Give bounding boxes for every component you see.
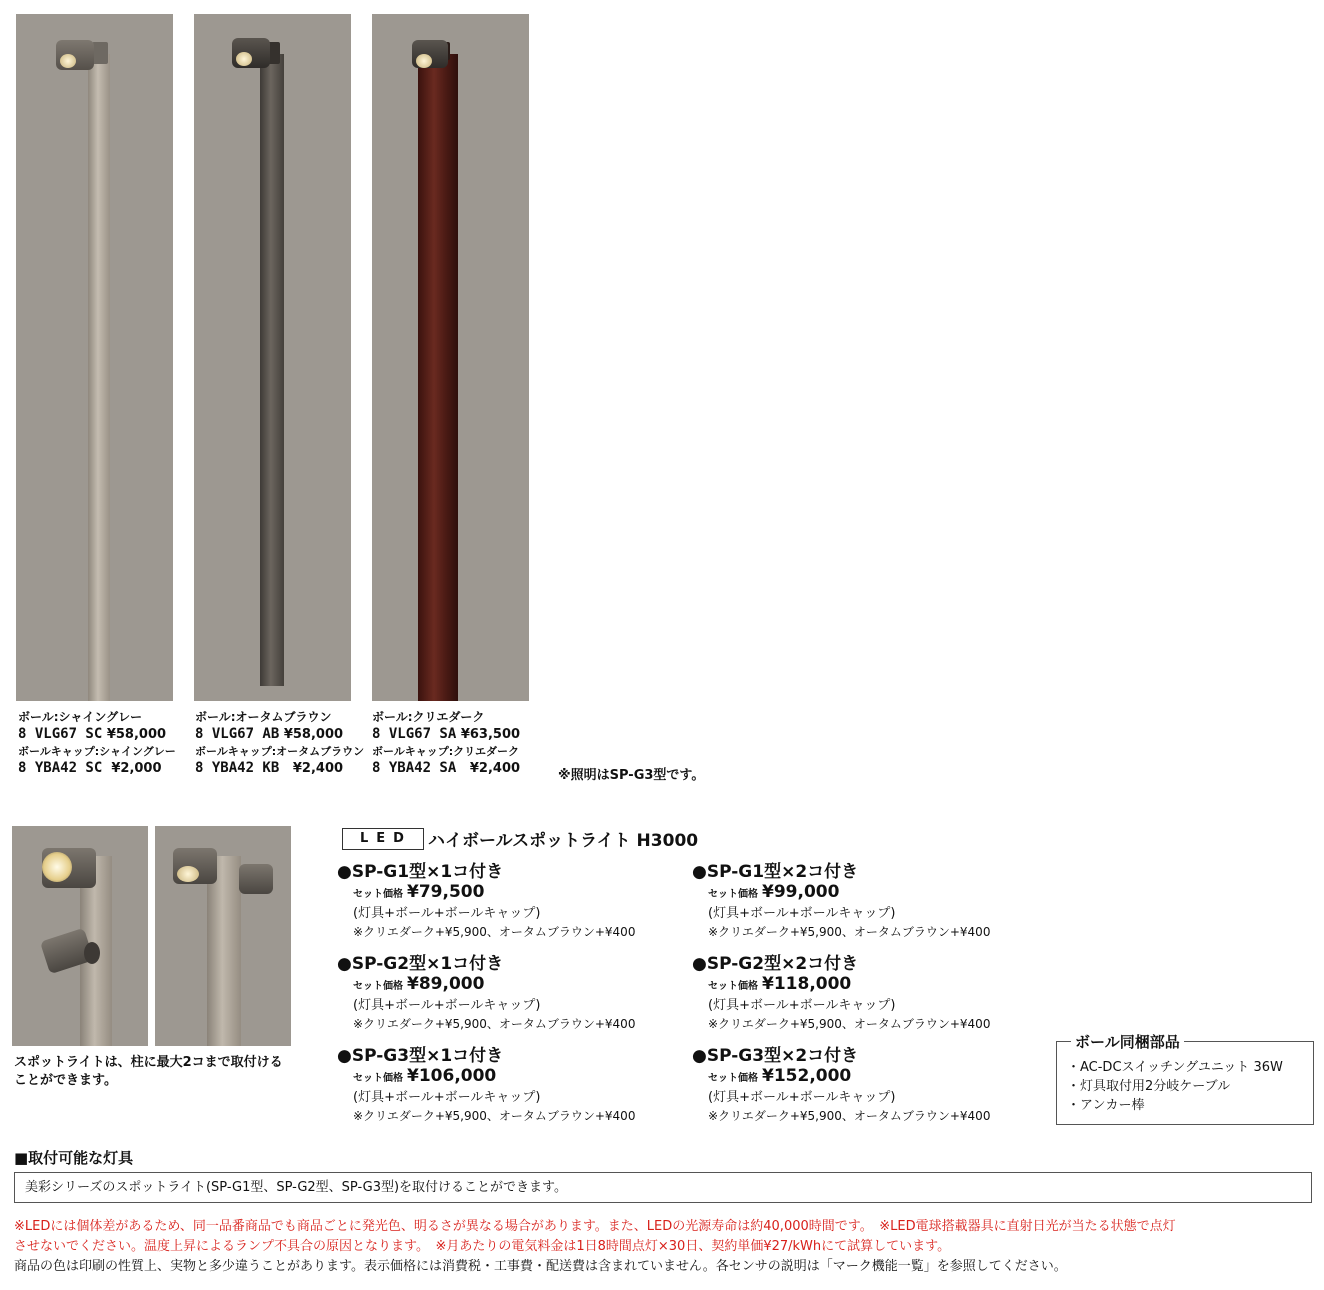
- cap-code: 8 YBA42 SA: [372, 760, 457, 776]
- included-part-item: ・AC-DCスイッチングユニット 36W: [1067, 1060, 1283, 1075]
- pole-price: ¥63,500: [460, 727, 521, 742]
- set-price: ¥118,000: [762, 974, 852, 994]
- set-price-label: セット価格: [353, 1073, 403, 1084]
- cap-finish: ボールキャップ:シャイングレー: [18, 745, 176, 758]
- color-price-note: 商品の色は印刷の性質上、実物と多少違うことがあります。表示価格には消費税・工事費・配送費は含まれていません。各センサの説明は「マーク機能一覧」を参照してください。: [14, 1259, 1067, 1274]
- cap-code: 8 YBA42 SC: [18, 760, 103, 776]
- set-price-label: セット価格: [353, 889, 403, 900]
- set-heading: ●SP-G2型×2コ付き: [692, 954, 859, 974]
- lamp-lens: [84, 942, 100, 964]
- set-price-label: セット価格: [708, 1073, 758, 1084]
- lighting-note: ※照明はSP-G3型です。: [558, 768, 705, 783]
- included-part-item: ・アンカー棒: [1067, 1098, 1145, 1113]
- series-title: ハイボールスポットライト H3000: [428, 831, 699, 851]
- mountable-box: 美彩シリーズのスポットライト(SP-G1型、SP-G2型、SP-G3型)を取付けることができます。: [14, 1172, 1312, 1203]
- set-extra-cost: ※クリエダーク+¥5,900、オータムブラウン+¥400: [353, 925, 636, 939]
- set-components: (灯具+ボール+ボールキャップ): [708, 998, 896, 1013]
- spotlight-photo-two-lamps: [12, 826, 148, 1046]
- included-parts-title: ボール同梱部品: [1071, 1031, 1184, 1052]
- pole-shaft: [418, 54, 458, 701]
- set-block-sp-g3-x2: [692, 1046, 1022, 1125]
- set-extra-cost: ※クリエダーク+¥5,900、オータムブラウン+¥400: [353, 1109, 636, 1123]
- pole-price: ¥58,000: [283, 727, 344, 742]
- pole-shaft: [260, 54, 284, 686]
- pole-shaft: [207, 856, 241, 1046]
- cap-finish: ボールキャップ:オータムブラウン: [195, 745, 365, 758]
- set-components: (灯具+ボール+ボールキャップ): [708, 1090, 896, 1105]
- set-extra-cost: ※クリエダーク+¥5,900、オータムブラウン+¥400: [708, 925, 991, 939]
- pole-photo-crie-dark: [372, 14, 529, 701]
- set-heading: ●SP-G1型×1コ付き: [337, 862, 504, 882]
- set-components: (灯具+ボール+ボールキャップ): [353, 906, 541, 921]
- set-components: (灯具+ボール+ボールキャップ): [708, 906, 896, 921]
- set-heading: ●SP-G1型×2コ付き: [692, 862, 859, 882]
- lamp-lens: [416, 54, 432, 68]
- pole-code: 8 VLG67 AB: [195, 726, 280, 742]
- pole-caption-crie-dark: [372, 709, 547, 777]
- cap-finish: ボールキャップ:クリエダーク: [372, 745, 519, 758]
- pole-price: ¥58,000: [106, 727, 167, 742]
- set-components: (灯具+ボール+ボールキャップ): [353, 1090, 541, 1105]
- pole-finish: ボール:シャイングレー: [18, 710, 143, 724]
- pole-code: 8 VLG67 SA: [372, 726, 457, 742]
- cap-code: 8 YBA42 KB: [195, 760, 280, 776]
- led-note-line-1: ※LEDには個体差があるため、同一品番商品でも商品ごとに発光色、明るさが異なる場合があります。また、LEDの光源寿命は約40,000時間です。 ※LED電球搭載器具に直射日光が当たる状態で点灯: [14, 1219, 1176, 1234]
- set-block-sp-g3-x1: [337, 1046, 667, 1125]
- mountable-heading: ■取付可能な灯具: [14, 1149, 134, 1167]
- set-extra-cost: ※クリエダーク+¥5,900、オータムブラウン+¥400: [708, 1109, 991, 1123]
- lamp-lens: [42, 852, 72, 882]
- cap-price: ¥2,400: [292, 761, 344, 776]
- spotlight-photo-double-head: [155, 826, 291, 1046]
- set-block-sp-g1-x1: [337, 862, 667, 941]
- included-parts-box: [1056, 1033, 1314, 1125]
- lamp-lens: [236, 52, 252, 66]
- set-price-label: セット価格: [353, 981, 403, 992]
- set-price: ¥106,000: [407, 1066, 497, 1086]
- set-price: ¥152,000: [762, 1066, 852, 1086]
- set-block-sp-g2-x2: [692, 954, 1022, 1033]
- set-block-sp-g1-x2: [692, 862, 1022, 941]
- pole-code: 8 VLG67 SC: [18, 726, 103, 742]
- set-price: ¥79,500: [407, 882, 485, 902]
- set-price-label: セット価格: [708, 981, 758, 992]
- pole-photo-shining-grey: [16, 14, 173, 701]
- set-block-sp-g2-x1: [337, 954, 667, 1033]
- led-badge: LED: [342, 828, 424, 850]
- spotlight-lamp-right: [239, 864, 273, 894]
- pole-caption-autumn-brown: [195, 709, 370, 777]
- pole-shaft: [88, 54, 110, 701]
- set-heading: ●SP-G3型×2コ付き: [692, 1046, 859, 1066]
- cap-price: ¥2,400: [469, 761, 521, 776]
- set-price-label: セット価格: [708, 889, 758, 900]
- set-components: (灯具+ボール+ボールキャップ): [353, 998, 541, 1013]
- set-extra-cost: ※クリエダーク+¥5,900、オータムブラウン+¥400: [353, 1017, 636, 1031]
- set-price: ¥99,000: [762, 882, 840, 902]
- set-heading: ●SP-G2型×1コ付き: [337, 954, 504, 974]
- set-price: ¥89,000: [407, 974, 485, 994]
- pole-photo-autumn-brown: [194, 14, 351, 701]
- pole-finish: ボール:オータムブラウン: [195, 710, 332, 724]
- spotlight-caption: スポットライトは、柱に最大2コまで取付けることができます。: [14, 1055, 283, 1088]
- pole-caption-shining-grey: [18, 709, 193, 777]
- lamp-lens: [60, 54, 76, 68]
- set-heading: ●SP-G3型×1コ付き: [337, 1046, 504, 1066]
- pole-cap: [92, 42, 108, 64]
- cap-price: ¥2,000: [111, 761, 162, 776]
- pole-finish: ボール:クリエダーク: [372, 710, 485, 724]
- lamp-lens: [177, 866, 199, 882]
- set-extra-cost: ※クリエダーク+¥5,900、オータムブラウン+¥400: [708, 1017, 991, 1031]
- led-note-line-2: させないでください。温度上昇によるランプ不具合の原因となります。 ※月あたりの電気料金は1日8時間点灯×30日、契約単価¥27/kWhにて試算しています。: [14, 1239, 951, 1254]
- included-part-item: ・灯具取付用2分岐ケーブル: [1067, 1079, 1231, 1094]
